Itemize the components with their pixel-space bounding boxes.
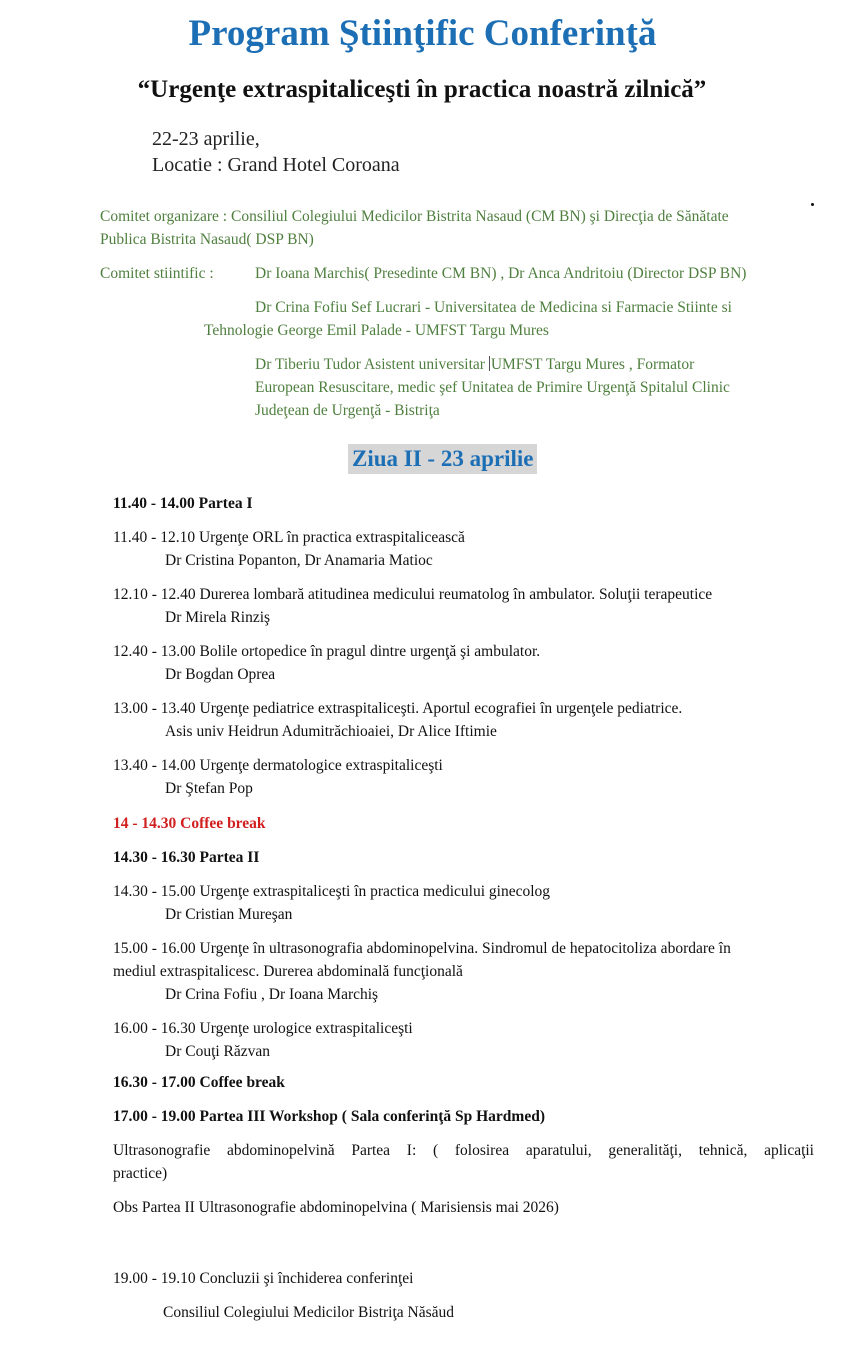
session-7-title-line1: 15.00 - 16.00 Urgenţe în ultrasonografia abdominopelvina. Sindromul de hepatocitoliza abordare în — [113, 940, 731, 957]
session-4-speakers: Asis univ Heidrun Adumitrăchioaiei, Dr Alice Iftimie — [165, 723, 497, 740]
workshop-note: Obs Partea II Ultrasonografie abdominopelvina ( Marisiensis mai 2026) — [113, 1199, 559, 1216]
session-4-title: 13.00 - 13.40 Urgenţe pediatrice extraspitaliceşti. Aportul ecografiei în urgenţele pediatrice. — [113, 700, 683, 717]
stray-dot — [811, 203, 814, 206]
conference-dates: 22-23 aprilie, — [152, 128, 260, 150]
part-2-heading: 14.30 - 16.30 Partea II — [113, 849, 260, 866]
scientific-committee-member-1: Dr Ioana Marchis( Presedinte CM BN) , Dr Anca Andritoiu (Director DSP BN) — [255, 265, 747, 282]
organizing-committee-line1: Comitet organizare : Consiliul Colegiului Medicilor Bistrita Nasaud (CM BN) şi Direcţia de Sănătate — [100, 208, 729, 225]
scientific-committee-member-3-line3: Judeţean de Urgenţă - Bistriţa — [255, 402, 440, 419]
scientific-committee-member-2-line2: Tehnologie George Emil Palade - UMFST Targu Mures — [204, 322, 549, 339]
session-8-title: 16.00 - 16.30 Urgenţe urologice extraspitaliceşti — [113, 1020, 413, 1037]
organizing-committee-line2: Publica Bistrita Nasaud( DSP BN) — [100, 231, 314, 248]
session-7-speakers: Dr Crina Fofiu , Dr Ioana Marchiş — [165, 986, 379, 1003]
scientific-committee-member-2-line1: Dr Crina Fofiu Sef Lucrari - Universitatea de Medicina si Farmacie Stiinte si — [255, 299, 732, 316]
conference-subtitle: “Urgenţe extraspitaliceşti în practica noastră zilnică” — [137, 76, 707, 103]
closing-session: 19.00 - 19.10 Concluzii şi închiderea conferinţei — [113, 1270, 414, 1287]
session-2-speakers: Dr Mirela Rinziş — [165, 609, 271, 626]
part-1-heading: 11.40 - 14.00 Partea I — [113, 495, 253, 512]
part-3-heading: 17.00 - 19.00 Partea III Workshop ( Sala conferinţă Sp Hardmed) — [113, 1108, 546, 1125]
session-6-title: 14.30 - 15.00 Urgenţe extraspitaliceşti în practica medicului ginecolog — [113, 883, 551, 900]
session-3-title: 12.40 - 13.00 Bolile ortopedice în pragul dintre urgenţă şi ambulator. — [113, 643, 541, 660]
conference-location: Locatie : Grand Hotel Coroana — [152, 154, 400, 176]
session-5-title: 13.40 - 14.00 Urgenţe dermatologice extraspitaliceşti — [113, 757, 443, 774]
session-8-speakers: Dr Couţi Răzvan — [165, 1043, 271, 1060]
member-3-text-b: UMFST Targu Mures , Formator — [490, 356, 695, 373]
session-1-title: 11.40 - 12.10 Urgenţe ORL în practica extraspitalicească — [113, 529, 465, 546]
coffee-break-1: 14 - 14.30 Coffee break — [113, 815, 266, 832]
scientific-committee-label: Comitet stiintific : — [100, 265, 214, 282]
signature: Consiliul Colegiului Medicilor Bistriţa Năsăud — [163, 1304, 455, 1321]
day-heading: Ziua II - 23 aprilie — [348, 444, 537, 474]
workshop-description-line2: practice) — [113, 1165, 168, 1182]
workshop-description-line1: Ultrasonografie abdominopelvină Partea I: ( folosirea aparatului, generalităţi, tehnică, aplicaţii — [113, 1142, 814, 1159]
page-title: Program Ştiinţific Conferinţă — [188, 13, 657, 54]
text-cursor — [489, 356, 490, 371]
coffee-break-2: 16.30 - 17.00 Coffee break — [113, 1074, 285, 1091]
session-1-speakers: Dr Cristina Popanton, Dr Anamaria Matioc — [165, 552, 433, 569]
session-6-speakers: Dr Cristian Mureşan — [165, 906, 293, 923]
session-5-speakers: Dr Ştefan Pop — [165, 780, 253, 797]
scientific-committee-member-3-line1 — [255, 356, 694, 374]
scientific-committee-member-3-line2: European Resuscitare, medic şef Unitatea de Primire Urgenţă Spitalul Clinic — [255, 379, 730, 396]
session-7-title-line2: mediul extraspitalicesc. Durerea abdominală funcţională — [113, 963, 463, 980]
session-3-speakers: Dr Bogdan Oprea — [165, 666, 276, 683]
member-3-text-a: Dr Tiberiu Tudor Asistent universitar — [255, 356, 489, 373]
session-2-title: 12.10 - 12.40 Durerea lombară atitudinea medicului reumatolog în ambulator. Soluţii terapeutice — [113, 586, 713, 603]
